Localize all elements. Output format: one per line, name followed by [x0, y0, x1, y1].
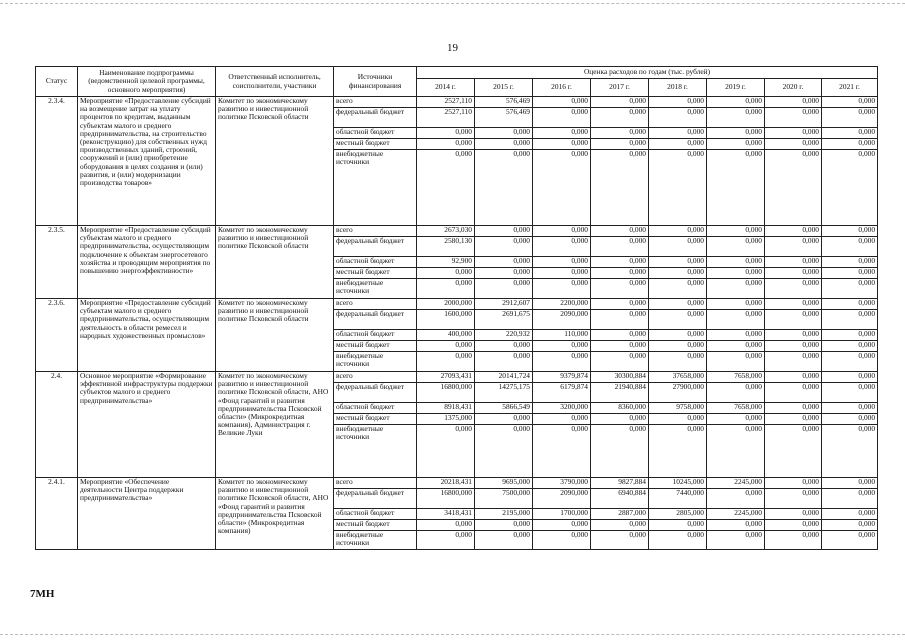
amount-cell: 0,000: [707, 279, 765, 299]
source-cell: всего: [334, 372, 417, 383]
amount-cell: 0,000: [591, 520, 649, 531]
header-sources: Источники финансирования: [334, 67, 417, 97]
source-cell: всего: [334, 478, 417, 489]
source-cell: федеральный бюджет: [334, 237, 417, 257]
amount-cell: 0,000: [417, 341, 475, 352]
amount-cell: 9758,000: [649, 403, 707, 414]
header-year: 2019 г.: [707, 79, 765, 97]
amount-cell: 0,000: [707, 97, 765, 108]
amount-cell: 14275,175: [475, 383, 533, 403]
amount-cell: 0,000: [649, 139, 707, 150]
amount-cell: 0,000: [649, 299, 707, 310]
header-year: 2016 г.: [533, 79, 591, 97]
source-cell: областной бюджет: [334, 257, 417, 268]
amount-cell: 0,000: [591, 330, 649, 341]
amount-cell: 30300,884: [591, 372, 649, 383]
amount-cell: 0,000: [649, 330, 707, 341]
table-row: [36, 478, 878, 489]
amount-cell: 0,000: [822, 341, 878, 352]
measure-name-cell: Мероприятие «Предоставление субсидий субъектам малого и среднего предпринимательства, осуществляющим подключение к объектам энергосетевого хозяйства и проводящим мероприятия по повышению энергоэффективности»: [78, 226, 216, 299]
status-cell: 2.4.1.: [36, 478, 78, 550]
amount-cell: 0,000: [649, 310, 707, 330]
amount-cell: 6179,874: [533, 383, 591, 403]
amount-cell: 2200,000: [533, 299, 591, 310]
amount-cell: 0,000: [707, 531, 765, 550]
amount-cell: 0,000: [475, 279, 533, 299]
amount-cell: 3418,431: [417, 509, 475, 520]
amount-cell: 0,000: [649, 531, 707, 550]
amount-cell: 0,000: [765, 489, 822, 509]
amount-cell: 16800,000: [417, 489, 475, 509]
amount-cell: 0,000: [533, 531, 591, 550]
source-cell: внебюджетные источники: [334, 150, 417, 226]
amount-cell: 9827,884: [591, 478, 649, 489]
amount-cell: 0,000: [765, 509, 822, 520]
amount-cell: 220,932: [475, 330, 533, 341]
table-row: [36, 372, 878, 383]
amount-cell: 0,000: [765, 403, 822, 414]
amount-cell: 2691,675: [475, 310, 533, 330]
header-year: 2020 г.: [765, 79, 822, 97]
source-cell: всего: [334, 226, 417, 237]
amount-cell: 0,000: [765, 330, 822, 341]
amount-cell: 0,000: [822, 403, 878, 414]
amount-cell: 0,000: [707, 139, 765, 150]
amount-cell: 10245,000: [649, 478, 707, 489]
budget-table: [35, 66, 878, 550]
amount-cell: 0,000: [475, 139, 533, 150]
amount-cell: 0,000: [475, 128, 533, 139]
amount-cell: 0,000: [533, 237, 591, 257]
amount-cell: 6940,884: [591, 489, 649, 509]
amount-cell: 2000,000: [417, 299, 475, 310]
status-cell: 2.3.5.: [36, 226, 78, 299]
source-cell: внебюджетные источники: [334, 425, 417, 478]
amount-cell: 0,000: [591, 150, 649, 226]
amount-cell: 0,000: [707, 520, 765, 531]
amount-cell: 0,000: [591, 425, 649, 478]
amount-cell: 0,000: [475, 226, 533, 237]
amount-cell: 0,000: [533, 150, 591, 226]
amount-cell: 0,000: [822, 268, 878, 279]
amount-cell: 110,000: [533, 330, 591, 341]
header-year: 2017 г.: [591, 79, 649, 97]
amount-cell: 0,000: [765, 97, 822, 108]
amount-cell: 0,000: [765, 108, 822, 128]
amount-cell: 0,000: [591, 128, 649, 139]
source-cell: областной бюджет: [334, 330, 417, 341]
amount-cell: 0,000: [822, 372, 878, 383]
source-cell: областной бюджет: [334, 509, 417, 520]
header-row: [36, 67, 878, 79]
amount-cell: 0,000: [707, 150, 765, 226]
amount-cell: 0,000: [707, 489, 765, 509]
table-row: [36, 97, 878, 108]
status-cell: 2.4.: [36, 372, 78, 478]
amount-cell: 0,000: [707, 108, 765, 128]
amount-cell: 0,000: [417, 150, 475, 226]
amount-cell: 0,000: [822, 520, 878, 531]
amount-cell: 2912,607: [475, 299, 533, 310]
amount-cell: 0,000: [591, 237, 649, 257]
scan-edge-top: [0, 3, 905, 4]
amount-cell: 0,000: [765, 383, 822, 403]
amount-cell: 3200,000: [533, 403, 591, 414]
amount-cell: 0,000: [475, 520, 533, 531]
amount-cell: 0,000: [822, 150, 878, 226]
amount-cell: 0,000: [765, 414, 822, 425]
amount-cell: 0,000: [765, 372, 822, 383]
amount-cell: 0,000: [417, 139, 475, 150]
amount-cell: 0,000: [533, 414, 591, 425]
amount-cell: 0,000: [533, 279, 591, 299]
amount-cell: 0,000: [765, 128, 822, 139]
source-cell: местный бюджет: [334, 414, 417, 425]
amount-cell: 7440,000: [649, 489, 707, 509]
amount-cell: 9695,000: [475, 478, 533, 489]
amount-cell: 0,000: [591, 226, 649, 237]
amount-cell: 0,000: [822, 509, 878, 520]
amount-cell: 0,000: [649, 150, 707, 226]
amount-cell: 9379,874: [533, 372, 591, 383]
amount-cell: 0,000: [417, 268, 475, 279]
amount-cell: 0,000: [417, 279, 475, 299]
source-cell: местный бюджет: [334, 520, 417, 531]
amount-cell: 7500,000: [475, 489, 533, 509]
amount-cell: 16800,000: [417, 383, 475, 403]
amount-cell: 0,000: [475, 268, 533, 279]
amount-cell: 0,000: [822, 425, 878, 478]
executor-cell: Комитет по экономическому развитию и инвестиционной политике Псковской области: [216, 97, 334, 226]
amount-cell: 0,000: [591, 531, 649, 550]
measure-name-cell: Мероприятие «Предоставление субсидий субъектам малого и среднего предпринимательства, осуществляющим деятельность в области ремесел и народных художественных промыслов»: [78, 299, 216, 372]
executor-cell: Комитет по экономическому развитию и инвестиционной политике Псковской области, АНО «Фонд гарантий и развития предпринимательства Псковской области» (Микрокредитная компания): [216, 478, 334, 550]
footer-code: 7МН: [30, 588, 55, 600]
header-status: Статус: [36, 67, 78, 97]
amount-cell: 0,000: [417, 425, 475, 478]
source-cell: местный бюджет: [334, 341, 417, 352]
amount-cell: 0,000: [822, 108, 878, 128]
measure-name-cell: Мероприятие «Предоставление субсидий на возмещение затрат на уплату процентов по кредитам, выданным субъектам малого и среднего предпринимательства, на строительство (реконструкцию) для собственных нужд производственных зданий, строений, сооружений и (или) приобретение оборудования в целях создания и (или) развития, и (или) модернизации производства товаров»: [78, 97, 216, 226]
amount-cell: 0,000: [707, 257, 765, 268]
header-estimate: Оценка расходов по годам (тыс. рублей): [417, 67, 878, 79]
amount-cell: 27900,000: [649, 383, 707, 403]
amount-cell: 7658,000: [707, 372, 765, 383]
amount-cell: 21940,884: [591, 383, 649, 403]
header-name: Наименование подпрограммы (ведомственной целевой программы, основного мероприятия): [78, 67, 216, 97]
amount-cell: 7658,000: [707, 403, 765, 414]
header-year: 2018 г.: [649, 79, 707, 97]
amount-cell: 0,000: [765, 520, 822, 531]
table-body: [36, 97, 878, 550]
header-year: 2015 г.: [475, 79, 533, 97]
amount-cell: 0,000: [822, 257, 878, 268]
amount-cell: 0,000: [765, 352, 822, 372]
amount-cell: 0,000: [649, 257, 707, 268]
executor-cell: Комитет по экономическому развитию и инвестиционной политике Псковской области: [216, 299, 334, 372]
amount-cell: 0,000: [591, 299, 649, 310]
amount-cell: 0,000: [822, 279, 878, 299]
source-cell: внебюджетные источники: [334, 531, 417, 550]
amount-cell: 0,000: [591, 352, 649, 372]
amount-cell: 0,000: [707, 414, 765, 425]
scan-edge-bottom: [0, 634, 905, 635]
amount-cell: 0,000: [765, 139, 822, 150]
amount-cell: 0,000: [822, 531, 878, 550]
amount-cell: 2527,110: [417, 108, 475, 128]
amount-cell: 27093,431: [417, 372, 475, 383]
amount-cell: 2090,000: [533, 310, 591, 330]
amount-cell: 0,000: [417, 520, 475, 531]
source-cell: местный бюджет: [334, 139, 417, 150]
amount-cell: 0,000: [649, 268, 707, 279]
amount-cell: 0,000: [591, 268, 649, 279]
amount-cell: 0,000: [707, 299, 765, 310]
amount-cell: 0,000: [822, 414, 878, 425]
amount-cell: 0,000: [765, 531, 822, 550]
amount-cell: 2887,000: [591, 509, 649, 520]
amount-cell: 20218,431: [417, 478, 475, 489]
source-cell: всего: [334, 97, 417, 108]
amount-cell: 0,000: [707, 310, 765, 330]
amount-cell: 0,000: [475, 237, 533, 257]
amount-cell: 0,000: [475, 425, 533, 478]
amount-cell: 2580,130: [417, 237, 475, 257]
amount-cell: 0,000: [591, 310, 649, 330]
amount-cell: 8918,431: [417, 403, 475, 414]
amount-cell: 0,000: [417, 531, 475, 550]
amount-cell: 0,000: [649, 226, 707, 237]
source-cell: федеральный бюджет: [334, 383, 417, 403]
page-number: 19: [447, 42, 458, 54]
amount-cell: 0,000: [475, 341, 533, 352]
amount-cell: 2673,030: [417, 226, 475, 237]
amount-cell: 5866,549: [475, 403, 533, 414]
amount-cell: 0,000: [707, 268, 765, 279]
amount-cell: 0,000: [533, 108, 591, 128]
amount-cell: 0,000: [822, 352, 878, 372]
amount-cell: 20141,724: [475, 372, 533, 383]
amount-cell: 2245,000: [707, 478, 765, 489]
amount-cell: 0,000: [475, 257, 533, 268]
amount-cell: 0,000: [475, 531, 533, 550]
amount-cell: 0,000: [649, 414, 707, 425]
source-cell: внебюджетные источники: [334, 352, 417, 372]
amount-cell: 0,000: [591, 279, 649, 299]
amount-cell: 0,000: [822, 237, 878, 257]
amount-cell: 0,000: [765, 257, 822, 268]
amount-cell: 0,000: [649, 279, 707, 299]
amount-cell: 0,000: [822, 139, 878, 150]
amount-cell: 0,000: [822, 97, 878, 108]
amount-cell: 0,000: [533, 341, 591, 352]
header-year: 2021 г.: [822, 79, 878, 97]
amount-cell: 400,000: [417, 330, 475, 341]
amount-cell: 0,000: [707, 425, 765, 478]
executor-cell: Комитет по экономическому развитию и инвестиционной политике Псковской области, АНО «Фонд гарантий и развития предпринимательства Псковской области» (Микрокредитная компания), Администрация г. Великие Луки: [216, 372, 334, 478]
amount-cell: 0,000: [707, 383, 765, 403]
executor-cell: Комитет по экономическому развитию и инвестиционной политике Псковской области: [216, 226, 334, 299]
amount-cell: 0,000: [591, 97, 649, 108]
amount-cell: 0,000: [591, 341, 649, 352]
amount-cell: 2805,000: [649, 509, 707, 520]
amount-cell: 0,000: [765, 226, 822, 237]
amount-cell: 1700,000: [533, 509, 591, 520]
amount-cell: 0,000: [822, 128, 878, 139]
amount-cell: 0,000: [475, 414, 533, 425]
measure-name-cell: Основное мероприятие «Формирование эффективной инфраструктуры поддержки субъектов малого и среднего предпринимательства»: [78, 372, 216, 478]
amount-cell: 0,000: [533, 226, 591, 237]
amount-cell: 0,000: [707, 226, 765, 237]
amount-cell: 92,900: [417, 257, 475, 268]
amount-cell: 0,000: [591, 257, 649, 268]
amount-cell: 0,000: [591, 414, 649, 425]
amount-cell: 0,000: [822, 226, 878, 237]
source-cell: федеральный бюджет: [334, 108, 417, 128]
amount-cell: 3790,000: [533, 478, 591, 489]
amount-cell: 0,000: [822, 330, 878, 341]
status-cell: 2.3.6.: [36, 299, 78, 372]
amount-cell: 2245,000: [707, 509, 765, 520]
amount-cell: 0,000: [533, 425, 591, 478]
amount-cell: 0,000: [649, 341, 707, 352]
source-cell: областной бюджет: [334, 403, 417, 414]
header-executor: Ответственный исполнитель, соисполнители, участники: [216, 67, 334, 97]
source-cell: областной бюджет: [334, 128, 417, 139]
amount-cell: 0,000: [649, 97, 707, 108]
amount-cell: 0,000: [822, 310, 878, 330]
amount-cell: 0,000: [765, 279, 822, 299]
amount-cell: 576,469: [475, 108, 533, 128]
amount-cell: 0,000: [649, 425, 707, 478]
amount-cell: 0,000: [533, 97, 591, 108]
amount-cell: 0,000: [765, 268, 822, 279]
amount-cell: 0,000: [822, 489, 878, 509]
table-row: [36, 299, 878, 310]
amount-cell: 0,000: [649, 352, 707, 372]
amount-cell: 0,000: [649, 128, 707, 139]
amount-cell: 0,000: [765, 299, 822, 310]
amount-cell: 0,000: [707, 341, 765, 352]
amount-cell: 0,000: [533, 128, 591, 139]
source-cell: местный бюджет: [334, 268, 417, 279]
amount-cell: 2090,000: [533, 489, 591, 509]
amount-cell: 0,000: [533, 139, 591, 150]
amount-cell: 8360,000: [591, 403, 649, 414]
amount-cell: 0,000: [707, 237, 765, 257]
amount-cell: 0,000: [707, 330, 765, 341]
amount-cell: 0,000: [765, 341, 822, 352]
table-row: [36, 226, 878, 237]
source-cell: всего: [334, 299, 417, 310]
amount-cell: 0,000: [591, 139, 649, 150]
source-cell: федеральный бюджет: [334, 310, 417, 330]
amount-cell: 37658,000: [649, 372, 707, 383]
amount-cell: 0,000: [765, 425, 822, 478]
amount-cell: 0,000: [649, 237, 707, 257]
amount-cell: 1600,000: [417, 310, 475, 330]
amount-cell: 0,000: [533, 268, 591, 279]
amount-cell: 0,000: [533, 520, 591, 531]
amount-cell: 0,000: [822, 478, 878, 489]
amount-cell: 1375,000: [417, 414, 475, 425]
amount-cell: 0,000: [707, 128, 765, 139]
amount-cell: 0,000: [591, 108, 649, 128]
status-cell: 2.3.4.: [36, 97, 78, 226]
amount-cell: 0,000: [765, 478, 822, 489]
amount-cell: 0,000: [533, 257, 591, 268]
amount-cell: 0,000: [649, 108, 707, 128]
amount-cell: 0,000: [475, 352, 533, 372]
amount-cell: 2527,110: [417, 97, 475, 108]
header-year: 2014 г.: [417, 79, 475, 97]
source-cell: внебюджетные источники: [334, 279, 417, 299]
amount-cell: 0,000: [649, 520, 707, 531]
amount-cell: 2195,000: [475, 509, 533, 520]
amount-cell: 576,469: [475, 97, 533, 108]
amount-cell: 0,000: [822, 299, 878, 310]
amount-cell: 0,000: [765, 237, 822, 257]
amount-cell: 0,000: [765, 310, 822, 330]
amount-cell: 0,000: [765, 150, 822, 226]
amount-cell: 0,000: [707, 352, 765, 372]
measure-name-cell: Мероприятие «Обеспечение деятельности Центра поддержки предпринимательства»: [78, 478, 216, 550]
amount-cell: 0,000: [417, 128, 475, 139]
amount-cell: 0,000: [417, 352, 475, 372]
amount-cell: 0,000: [822, 383, 878, 403]
amount-cell: 0,000: [475, 150, 533, 226]
amount-cell: 0,000: [533, 352, 591, 372]
source-cell: федеральный бюджет: [334, 489, 417, 509]
